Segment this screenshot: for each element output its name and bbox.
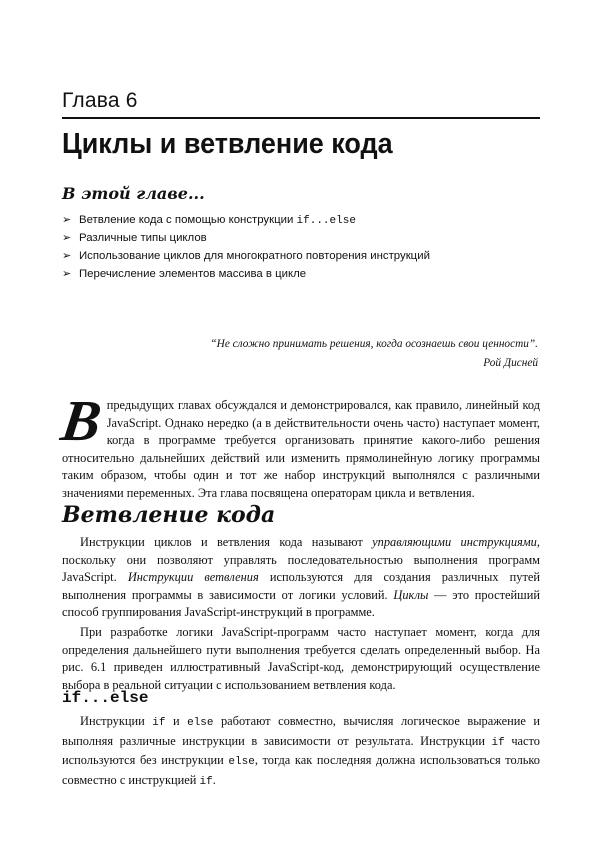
drop-cap: В xyxy=(57,388,106,453)
text-run: используются для создания различных путей выполнения программы в зависимости от логики условий. xyxy=(62,570,540,602)
arrow-bullet-icon: ➢ xyxy=(62,250,72,262)
inline-code: if xyxy=(199,775,213,788)
intro-paragraph xyxy=(57,388,540,503)
text-run: — это простейший способ группирования JavaScript-инструкций в программе. xyxy=(62,587,540,620)
text-run: Инструкции xyxy=(80,714,153,728)
intro-text: предыдущих главах обсуждался и демонстрировался, как правило, линейный код JavaScript. Однако нередко (а в действительности очень часто) наступает момент, когда в программе требуется организовать принятие какого-либо решения относительно дальнейших действий или изменить прямолинейную логику программы таким образом, чтобы один и тот же набор инструкций выполнялся с различными значениями переменных. Эта глава посвящена операторам цикла и ветвления. xyxy=(62,398,540,500)
italic-term: Циклы xyxy=(393,587,429,602)
list-item-text: Ветвление кода с помощью конструкции xyxy=(79,214,297,226)
list-item-text: Перечисление элементов массива в цикле xyxy=(79,268,307,280)
section-heading: Ветвление кода xyxy=(62,502,276,528)
list-item-text: Различные типы циклов xyxy=(79,232,207,244)
chapter-label: Глава 6 xyxy=(62,89,138,112)
body-paragraph xyxy=(62,534,540,622)
arrow-bullet-icon: ➢ xyxy=(62,214,72,226)
epigraph-quote: “Не сложно принимать решения, когда осознаешь свои ценности”. xyxy=(210,338,538,350)
arrow-bullet-icon: ➢ xyxy=(62,232,72,244)
text-run: , тогда как последняя должна использоваться только совместно с инструкцией xyxy=(62,753,540,787)
subsection-heading: if...else xyxy=(62,689,149,707)
inline-code: if xyxy=(491,736,505,749)
list-item xyxy=(62,229,430,247)
list-item xyxy=(62,247,430,265)
text-run: работают совместно, вычисляя логическое выражение и выполняя различные инструкции в зависимости от результата. Инструкции xyxy=(62,714,540,748)
inline-code: if xyxy=(152,717,166,729)
epigraph-author: Рой Дисней xyxy=(483,357,538,369)
in-this-chapter-heading: В этой главе... xyxy=(62,184,205,203)
inline-code: else xyxy=(187,717,214,729)
text-run: Инструкции циклов и ветвления кода называют xyxy=(80,535,373,549)
chapter-rule xyxy=(62,117,540,119)
list-item xyxy=(62,265,430,283)
text-run: часто используются без инструкции xyxy=(62,733,540,768)
chapter-title: Циклы и ветвление кода xyxy=(62,128,393,160)
list-item xyxy=(62,211,430,229)
epigraph xyxy=(210,335,538,373)
italic-term: Инструкции ветвления xyxy=(127,570,259,585)
arrow-bullet-icon: ➢ xyxy=(62,268,72,280)
list-item-code: if...else xyxy=(296,215,356,227)
body-paragraph xyxy=(62,713,540,791)
italic-term: управляющими инструкциями xyxy=(372,535,537,549)
chapter-topics-list xyxy=(62,211,430,283)
text-run: , поскольку они позволяют управлять последовательностью выполнения программ JavaScript. xyxy=(62,535,540,585)
list-item-text: Использование циклов для многократного повторения инструкций xyxy=(79,250,430,262)
text-run: и xyxy=(165,714,188,728)
body-paragraph: При разработке логики JavaScript-программ часто наступает момент, когда для определения дальнейшего пути выполнения требуется сделать определенный выбор. На рис. 6.1 приведен иллюстративный JavaScript-код, демонстрирующий осуществление выбора в реальной ситуации с использованием ветвления кода. xyxy=(62,625,540,692)
text-run: . xyxy=(212,772,216,787)
inline-code: else xyxy=(228,756,255,769)
